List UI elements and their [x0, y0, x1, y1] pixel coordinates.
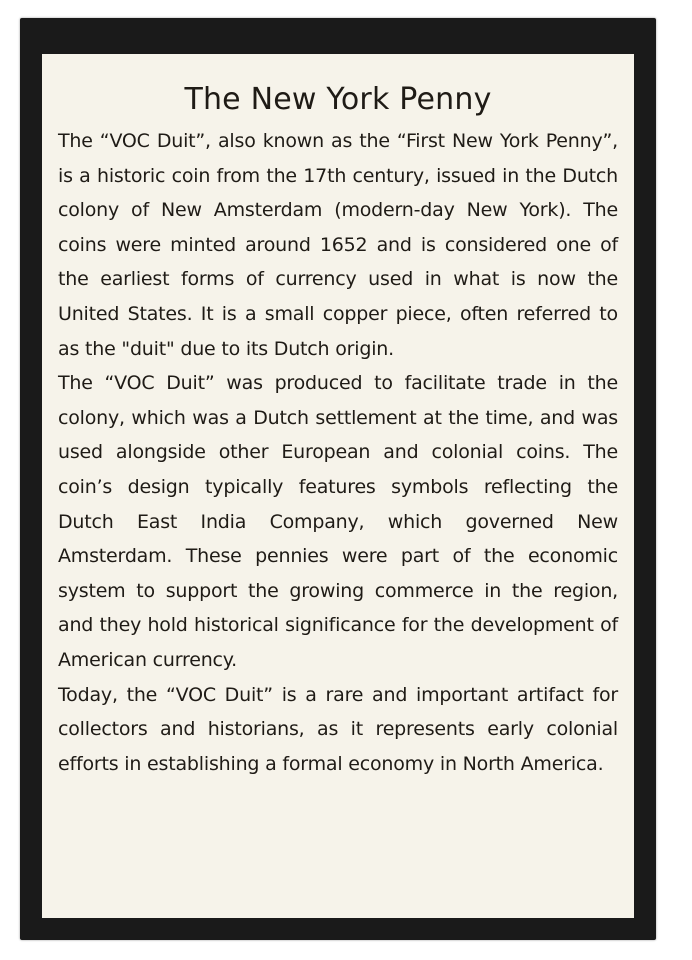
paragraph-today: Today, the “VOC Duit” is a rare and important artifact for collectors and historians, as it represents early colonial efforts in establishing a formal economy in North America. [58, 683, 618, 775]
paragraph-trade: The “VOC Duit” was produced to facilitate trade in the colony, which was a Dutch settlement at the time, and was used alongside other European and colonial coins. The coin’s design typically features symbols reflecting the Dutch East India Company, which governed New Amsterdam. These pennies were part of the economic system to support the growing commerce in the region, and they hold historical significance for the development of American currency. [58, 372, 618, 671]
paragraph-history: The “VOC Duit”, also known as the “First New York Penny”, is a historic coin from the 17th century, issued in the Dutch colony of New Amsterdam (modern-day New York). The coins were minted around 1652 and is considered one of the earliest forms of currency used in what is now the United States. It is a small copper piece, often referred to as the "duit" due to its Dutch origin. [58, 130, 618, 360]
card-title: The New York Penny [184, 82, 492, 117]
info-card [20, 18, 656, 940]
card-paper [42, 54, 634, 918]
